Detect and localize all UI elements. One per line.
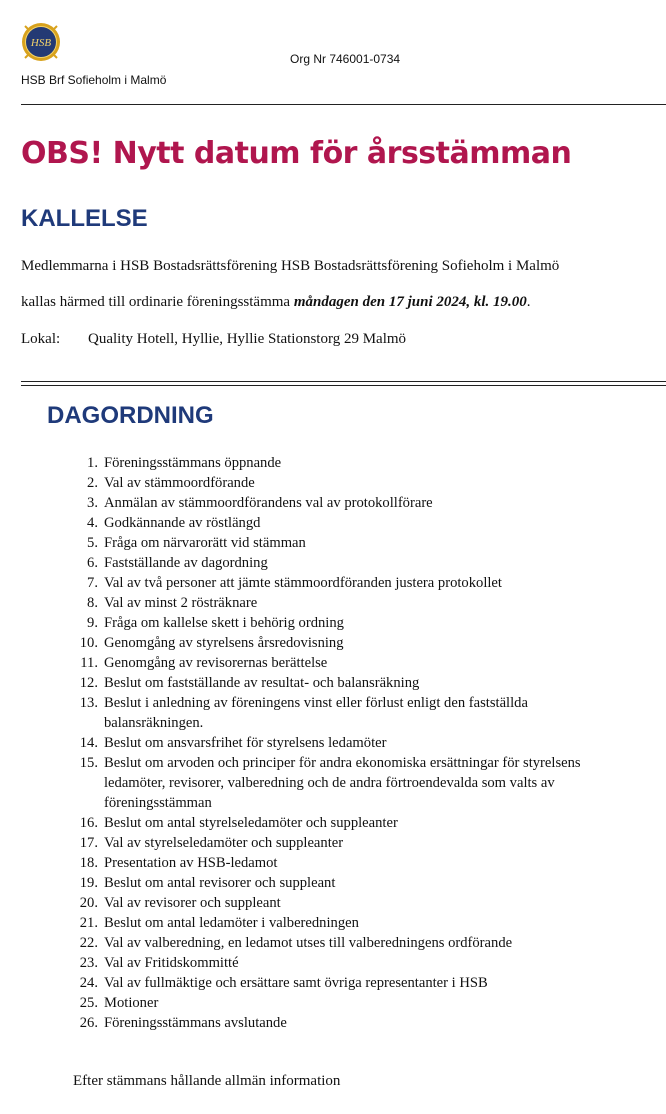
agenda-item-text <box>104 733 666 753</box>
agenda-item-number: 18. <box>79 855 98 871</box>
invitation-line-2 <box>21 294 531 311</box>
agenda-item-number: 5. <box>87 535 98 551</box>
agenda-item-line: Val av minst 2 rösträknare <box>104 595 258 611</box>
agenda-item-number: 13. <box>79 695 98 711</box>
agenda-item-text <box>104 913 666 933</box>
agenda-item-text <box>104 693 666 733</box>
invitation-line-1: Medlemmarna i HSB Bostadsrättsförening HSB Bostadsrättsförening Sofieholm i Malmö <box>21 258 560 274</box>
agenda-item-line: Anmälan av stämmoordförandens val av protokollförare <box>104 495 433 511</box>
agenda-item-line: Godkännande av röstlängd <box>104 515 261 531</box>
venue-line <box>21 331 406 348</box>
agenda-item-number: 26. <box>79 1015 98 1031</box>
agenda-item-line: Fastställande av dagordning <box>104 555 268 571</box>
agenda-item-line: Beslut om antal revisorer och suppleant <box>104 875 336 891</box>
agenda-item <box>58 873 666 893</box>
notice-heading: OBS! Nytt datum för årsstämman <box>21 136 572 171</box>
agenda-item <box>58 453 666 473</box>
agenda-item-line: Genomgång av styrelsens årsredovisning <box>104 635 344 651</box>
agenda-item-text <box>104 753 666 813</box>
agenda-item-line: balansräkningen. <box>104 715 204 731</box>
agenda-item-number: 21. <box>79 915 98 931</box>
agenda-item-line: Val av fullmäktige och ersättare samt övriga representanter i HSB <box>104 975 488 991</box>
header-divider <box>21 104 666 105</box>
agenda-item-number: 22. <box>79 935 98 951</box>
organization-number: Org Nr 746001-0734 <box>290 52 401 66</box>
agenda-item <box>58 673 666 693</box>
agenda-item-number: 8. <box>87 595 98 611</box>
agenda-item-text <box>104 953 666 973</box>
agenda-item <box>58 913 666 933</box>
agenda-item <box>58 553 666 573</box>
agenda-item-line: Val av Fritidskommitté <box>104 955 239 971</box>
agenda-item-text <box>104 1013 666 1033</box>
agenda-item <box>58 753 666 813</box>
agenda-item-line: Fråga om kallelse skett i behörig ordning <box>104 615 344 631</box>
agenda-item <box>58 493 666 513</box>
agenda-item-number: 2. <box>87 475 98 491</box>
agenda-item-text <box>104 573 666 593</box>
venue-value: Quality Hotell, Hyllie, Hyllie Stationstorg 29 Malmö <box>88 331 407 347</box>
agenda-item-text <box>104 613 666 633</box>
kallelse-heading: KALLELSE <box>21 205 148 232</box>
meeting-date: måndagen den 17 juni 2024, kl. 19.00 <box>293 294 527 310</box>
agenda-item-line: Beslut om ansvarsfrihet för styrelsens ledamöter <box>104 735 387 751</box>
agenda-item-text <box>104 493 666 513</box>
agenda-item-line: Val av styrelseledamöter och suppleanter <box>104 835 344 851</box>
agenda-item <box>58 993 666 1013</box>
agenda-item-line: Val av stämmoordförande <box>104 475 255 491</box>
svg-text:HSB: HSB <box>30 37 52 49</box>
agenda-item-number: 6. <box>87 555 98 571</box>
agenda-heading: DAGORDNING <box>47 402 214 429</box>
agenda-item-number: 25. <box>79 995 98 1011</box>
agenda-item-number: 4. <box>87 515 98 531</box>
agenda-item-line: Beslut om antal styrelseledamöter och suppleanter <box>104 815 398 831</box>
section-divider <box>21 381 666 386</box>
agenda-item-text <box>104 553 666 573</box>
agenda-item-number: 19. <box>79 875 98 891</box>
agenda-item-number: 23. <box>79 955 98 971</box>
footer-note: Efter stämmans hållande allmän information <box>73 1073 341 1089</box>
agenda-item-text <box>104 973 666 993</box>
agenda-item-number: 20. <box>79 895 98 911</box>
agenda-item-number: 3. <box>87 495 98 511</box>
agenda-item-number: 9. <box>87 615 98 631</box>
agenda-item-text <box>104 653 666 673</box>
agenda-item-number: 15. <box>79 755 98 771</box>
agenda-item-number: 24. <box>79 975 98 991</box>
agenda-item-text <box>104 473 666 493</box>
agenda-item-text <box>104 453 666 473</box>
agenda-item <box>58 813 666 833</box>
agenda-item-text <box>104 513 666 533</box>
agenda-item-line: Föreningsstämmans öppnande <box>104 455 282 471</box>
agenda-item <box>58 613 666 633</box>
agenda-item-number: 1. <box>87 455 98 471</box>
agenda-item <box>58 733 666 753</box>
agenda-item-text <box>104 813 666 833</box>
agenda-item-number: 12. <box>79 675 98 691</box>
agenda-item-number: 10. <box>79 635 98 651</box>
agenda-item-text <box>104 633 666 653</box>
agenda-item-line: Beslut om fastställande av resultat- och balansräkning <box>104 675 420 691</box>
agenda-item <box>58 953 666 973</box>
agenda-item-text <box>104 533 666 553</box>
agenda-list <box>58 453 666 1033</box>
agenda-item-line: Val av revisorer och suppleant <box>104 895 281 911</box>
agenda-item-line: föreningsstämman <box>104 795 212 811</box>
agenda-item-line: Beslut om antal ledamöter i valberedningen <box>104 915 359 931</box>
agenda-item-number: 16. <box>79 815 98 831</box>
agenda-item-line: Motioner <box>104 995 159 1011</box>
venue-label: Lokal: <box>21 331 61 347</box>
agenda-item <box>58 573 666 593</box>
invitation-text: kallas härmed till ordinarie föreningsstämma <box>21 294 294 310</box>
agenda-item-number: 14. <box>79 735 98 751</box>
agenda-item-line: Föreningsstämmans avslutande <box>104 1015 287 1031</box>
agenda-item-text <box>104 993 666 1013</box>
agenda-item <box>58 973 666 993</box>
agenda-item <box>58 1013 666 1033</box>
agenda-item-text <box>104 893 666 913</box>
agenda-item-text <box>104 833 666 853</box>
agenda-item-text <box>104 593 666 613</box>
agenda-item-line: ledamöter, revisorer, valberedning och de andra förtroendevalda som valts av <box>104 775 555 791</box>
agenda-item-line: Genomgång av revisorernas berättelse <box>104 655 328 671</box>
agenda-item-line: Beslut om arvoden och principer för andra ekonomiska ersättningar för styrelsens <box>104 755 581 771</box>
agenda-item <box>58 693 666 733</box>
agenda-item-number: 17. <box>79 835 98 851</box>
agenda-item <box>58 933 666 953</box>
agenda-item <box>58 833 666 853</box>
agenda-item <box>58 853 666 873</box>
agenda-item <box>58 513 666 533</box>
agenda-item <box>58 593 666 613</box>
agenda-item-number: 11. <box>80 655 98 671</box>
hsb-logo <box>21 22 61 62</box>
invitation-end: . <box>526 294 531 310</box>
agenda-item <box>58 653 666 673</box>
agenda-item-number: 7. <box>87 575 98 591</box>
agenda-item <box>58 473 666 493</box>
association-name: HSB Brf Sofieholm i Malmö <box>21 73 167 87</box>
agenda-item <box>58 633 666 653</box>
agenda-item-line: Beslut i anledning av föreningens vinst eller förlust enligt den fastställda <box>104 695 528 711</box>
agenda-item-line: Presentation av HSB-ledamot <box>104 855 278 871</box>
agenda-item <box>58 893 666 913</box>
agenda-item-line: Val av två personer att jämte stämmoordföranden justera protokollet <box>104 575 502 591</box>
agenda-item <box>58 533 666 553</box>
agenda-item-text <box>104 853 666 873</box>
agenda-item-text <box>104 873 666 893</box>
agenda-item-line: Val av valberedning, en ledamot utses till valberedningens ordförande <box>104 935 513 951</box>
agenda-item-text <box>104 673 666 693</box>
agenda-item-line: Fråga om närvarorätt vid stämman <box>104 535 306 551</box>
agenda-item-text <box>104 933 666 953</box>
